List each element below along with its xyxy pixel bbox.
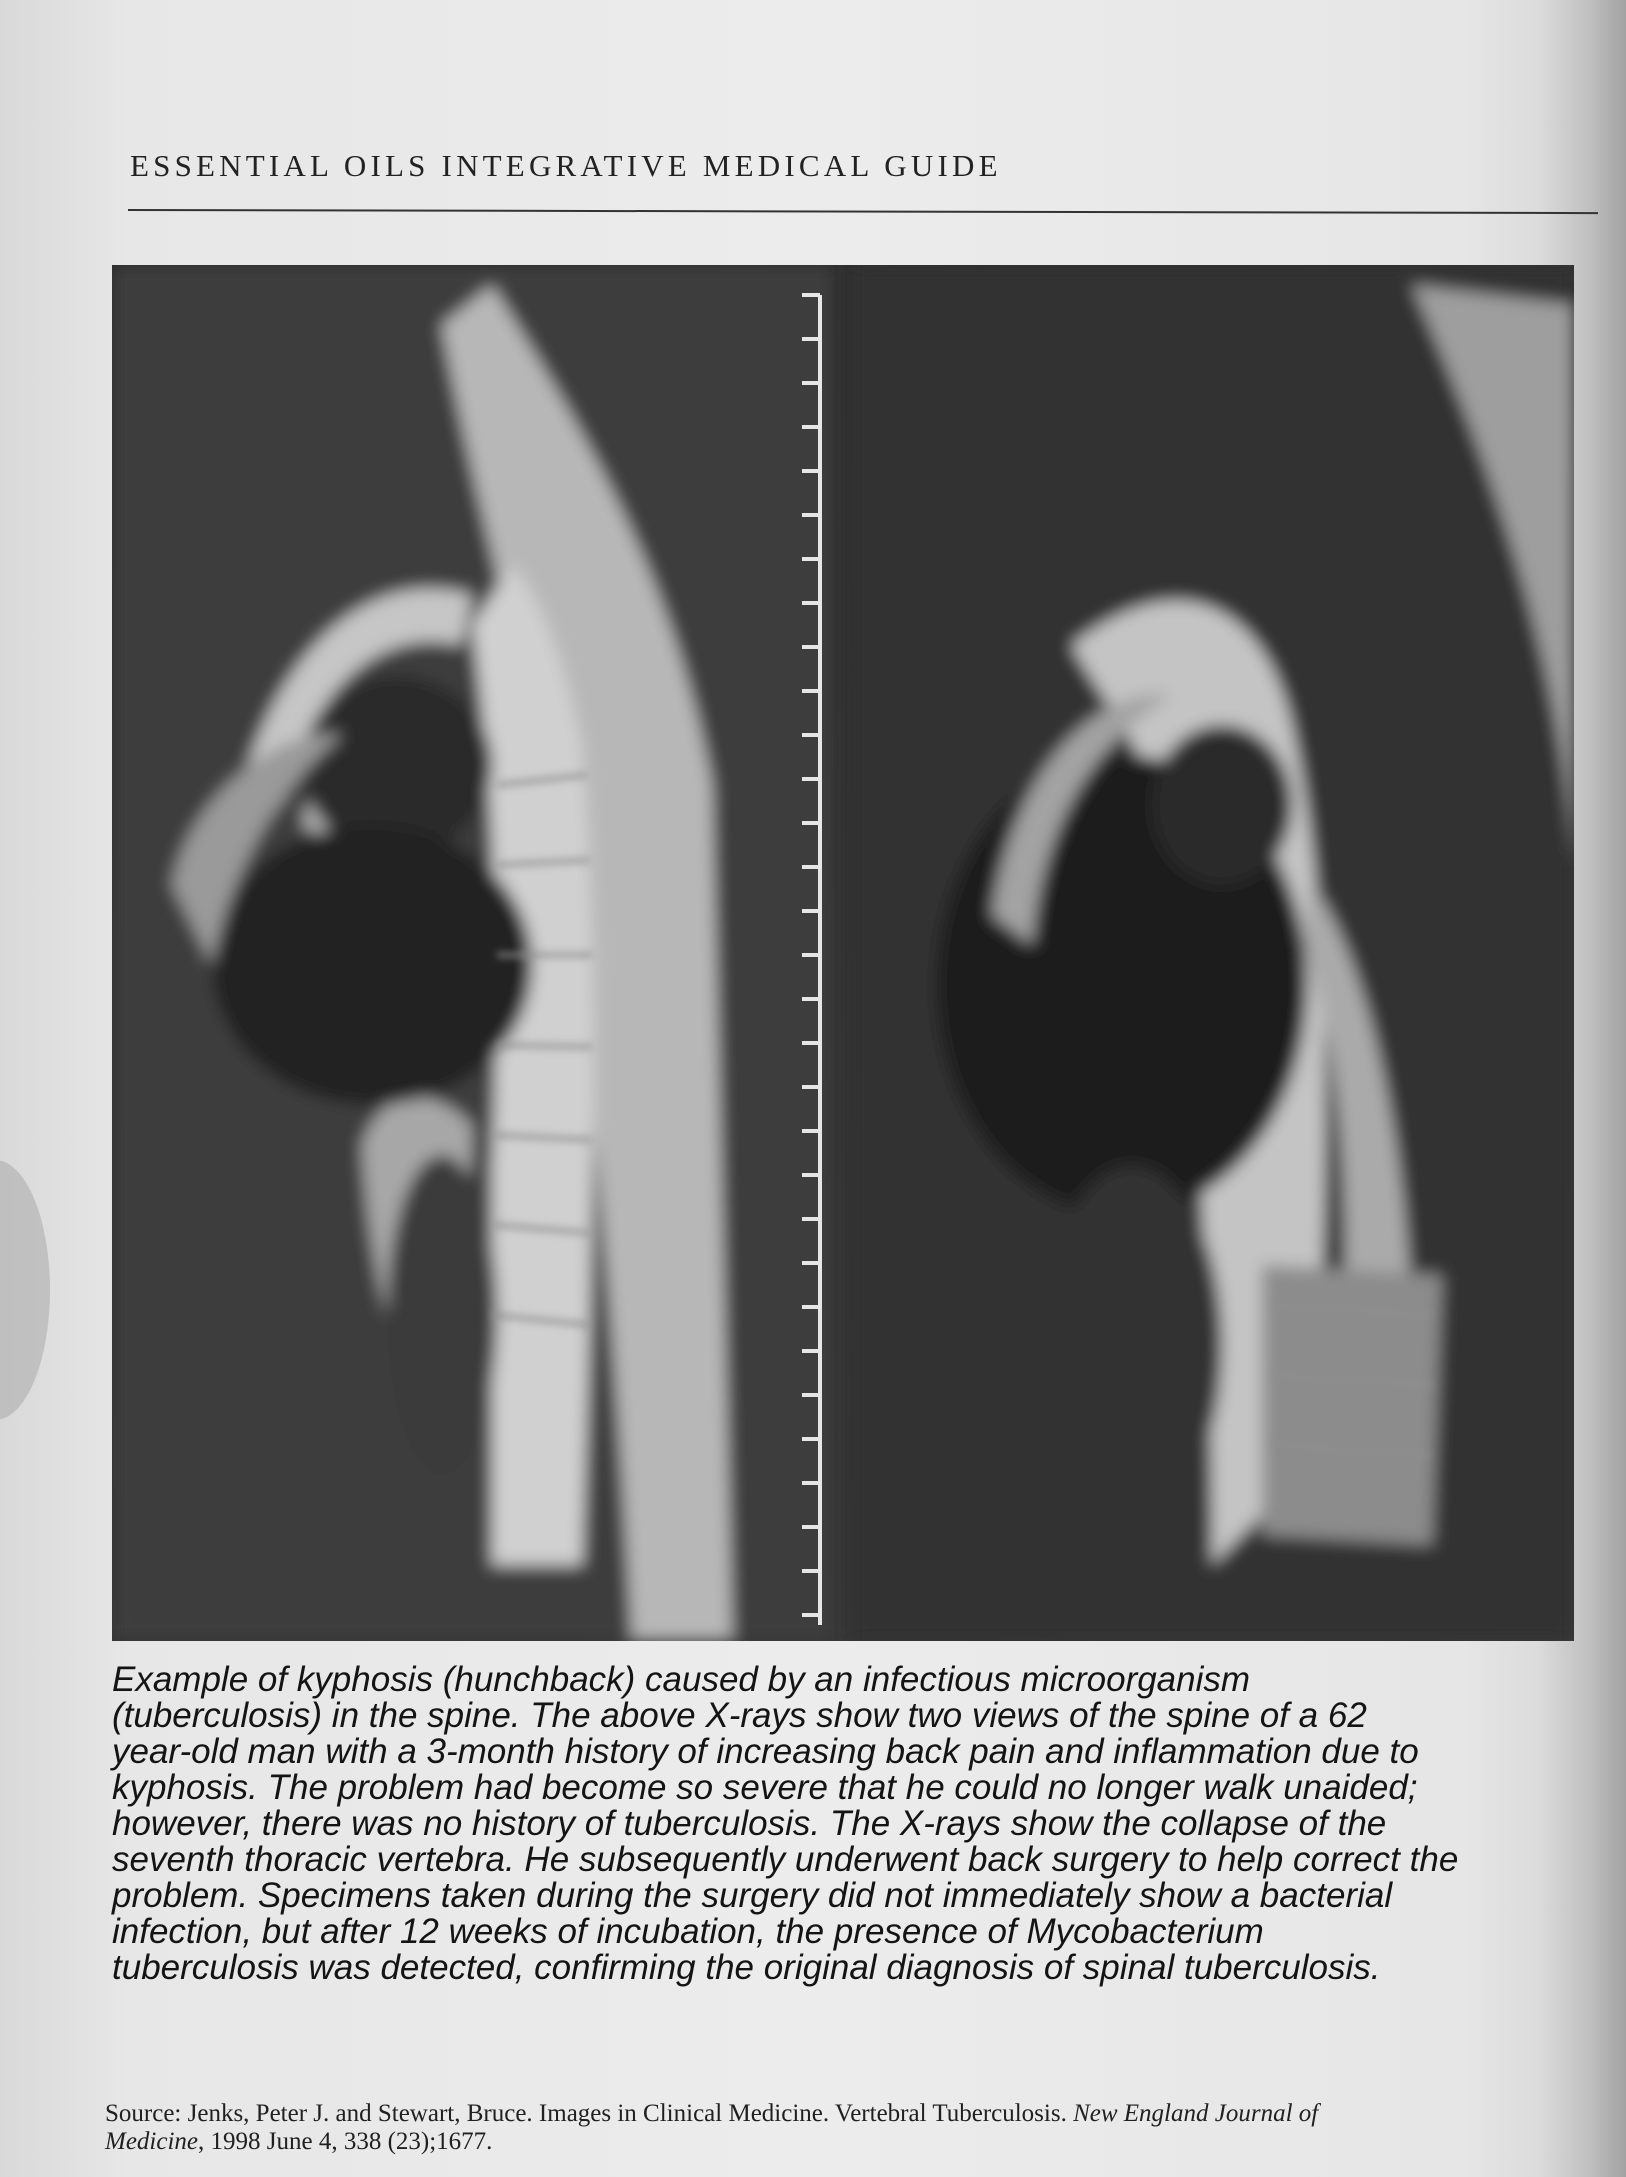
caption-line: seventh thoracic vertebra. He subsequently underwent back surgery to help correct the: [112, 1840, 1459, 1879]
caption-line: Example of kyphosis (hunchback) caused by an infectious microorganism: [112, 1660, 1251, 1699]
caption-line: however, there was no history of tuberculosis. The X-rays show the collapse of the: [112, 1804, 1387, 1843]
caption-line: (tuberculosis) in the spine. The above X-rays show two views of the spine of a 62: [112, 1696, 1367, 1735]
xray-left-view: [112, 265, 832, 1641]
caption-line: tuberculosis was detected, confirming the original diagnosis of spinal tuberculosis.: [112, 1948, 1381, 1987]
caption-line: infection, but after 12 weeks of incubation, the presence of Mycobacterium: [112, 1912, 1264, 1951]
source-line-2: [105, 2128, 1605, 2156]
caption-line: kyphosis. The problem had become so severe that he could no longer walk unaided;: [112, 1768, 1418, 1807]
running-title: ESSENTIAL OILS INTEGRATIVE MEDICAL GUIDE: [130, 148, 1002, 183]
caption-line: problem. Specimens taken during the surgery did not immediately show a bacterial: [112, 1876, 1393, 1915]
xray-figure: [112, 265, 1574, 1641]
page-edge-shadow: [0, 1160, 50, 1420]
caption-line: year-old man with a 3-month history of increasing back pain and inflammation due to: [112, 1732, 1419, 1771]
xray-image: [112, 265, 1574, 1641]
xray-right-view: [850, 265, 1574, 1641]
source-line-1: [105, 2100, 1605, 2128]
source-suffix: , 1998 June 4, 338 (23);1677.: [198, 2128, 493, 2155]
figure-caption: [112, 1662, 1612, 1986]
source-prefix: Source: Jenks, Peter J. and Stewart, Bruce. Images in Clinical Medicine. Vertebral Tuberculosis.: [105, 2100, 1074, 2127]
header-rule: [128, 209, 1598, 214]
journal-name-part-2: Medicine: [105, 2128, 199, 2155]
journal-name-part-1: New England Journal of: [1073, 2100, 1319, 2127]
source-citation: [105, 2100, 1605, 2156]
